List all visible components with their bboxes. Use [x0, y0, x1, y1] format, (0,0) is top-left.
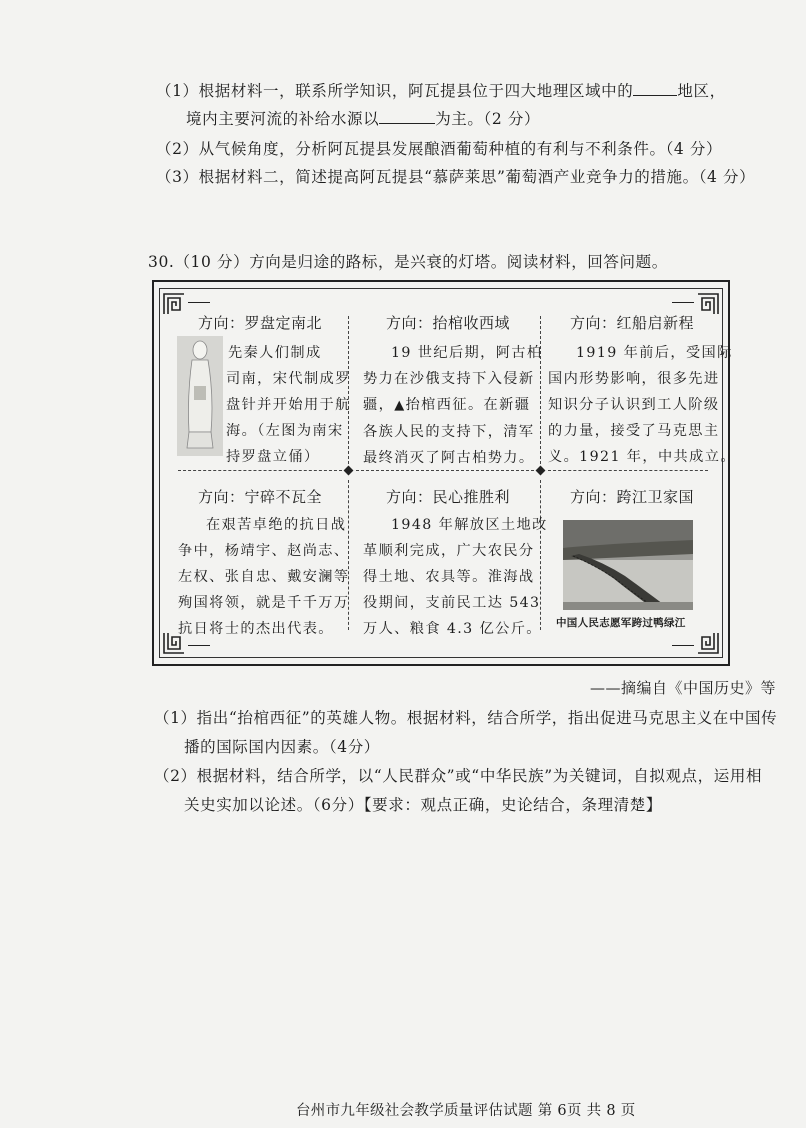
q2-text: （2）从气候角度，分析阿瓦提县发展酿酒葡萄种植的有利与不利条件。（4 分）: [156, 140, 723, 158]
cell-text-compass: 先秦人们制成: [228, 345, 322, 361]
row-divider: [178, 470, 342, 471]
ornament-bar: [188, 645, 210, 646]
figurine-photo: [177, 336, 223, 456]
q30-sub1-line2: 播的国际国内因素。（4分）: [184, 738, 380, 756]
material-source: ——摘编自《中国历史》等: [590, 679, 777, 697]
cell-title-people: 方向：民心推胜利: [386, 488, 511, 506]
column-divider: [348, 316, 349, 464]
cell-text-people: 1948 年解放区土地改 革顺利完成，广大农民分 得土地、农具等。淮海战 役期间，支前民工达 543 万人、粮食 4.3 亿公斤。: [363, 517, 548, 637]
yalu-photo-caption: 中国人民志愿军跨过鸭绿江: [556, 617, 686, 629]
q3-text: （3）根据材料二，简述提高阿瓦提县“慕萨莱思”葡萄酒产业竞争力的措施。（4 分）: [156, 168, 756, 186]
answer-blank-region[interactable]: [633, 80, 677, 96]
corner-ornament-icon: [696, 292, 720, 316]
ornament-bar: [188, 302, 210, 303]
cell-title-coffin: 方向：抬棺收西域: [386, 314, 511, 332]
ornament-bar: [672, 302, 694, 303]
column-divider: [540, 316, 541, 464]
cell-title-redboat: 方向：红船启新程: [570, 314, 695, 332]
q30-sub2-line2: 关史实加以论述。（6分）【要求：观点正确，史论结合，条理清楚】: [184, 796, 662, 814]
corner-ornament-icon: [162, 292, 186, 316]
ornament-bar: [672, 645, 694, 646]
cell-text-redboat: 1919 年前后，受国际 国内形势影响，很多先进 知识分子认识到工人阶级 的力量，接受了马克思主 义。1921 年，中共成立。: [548, 345, 736, 465]
cell-title-resistance: 方向：宁碎不瓦全: [198, 488, 323, 506]
q1-line1: （1）根据材料一，联系所学知识，阿瓦提县位于四大地理区域中的 地区，: [156, 82, 726, 100]
q30-sub1-line1: （1）指出“抬棺西征”的英雄人物。根据材料，结合所学，指出促进马克思主义在中国传: [154, 709, 778, 727]
row-divider: [548, 470, 708, 471]
cell-title-compass: 方向：罗盘定南北: [198, 314, 323, 332]
cell-title-yalu: 方向：跨江卫家国: [570, 488, 695, 506]
q30-sub2-line1: （2）根据材料，结合所学，以“人民群众”或“中华民族”为关键词，自拟观点，运用相: [154, 767, 763, 785]
cell-text-resistance: 在艰苦卓绝的抗日战 争中，杨靖宇、赵尚志、 左权、张自忠、戴安澜等 殉国将领，就是千千万万 抗日将士的杰出代表。: [178, 517, 350, 637]
corner-ornament-icon: [696, 631, 720, 655]
cell-text-coffin: 19 世纪后期，阿古柏 势力在沙俄支持下入侵新 疆，▲抬棺西征。在新疆 各族人民的支持下，清军 最终消灭了阿古柏势力。: [363, 345, 543, 466]
column-divider: [540, 480, 541, 630]
cell-text-compass-rest: 司南，宋代制成罗 盘针并开始用于航 海。（左图为南宋 持罗盘立俑）: [226, 371, 351, 465]
blank-marker-icon[interactable]: ▲: [394, 398, 406, 413]
page-footer: 台州市九年级社会教学质量评估试题 第 6页 共 8 页: [296, 1103, 636, 1119]
answer-blank-water[interactable]: [379, 108, 435, 124]
yalu-river-photo: [563, 520, 693, 610]
q1-line2: 境内主要河流的补给水源以 为主。（2 分）: [186, 110, 541, 128]
q30-stem: 30.（10 分）方向是归途的路标，是兴衰的灯塔。阅读材料，回答问题。: [148, 253, 668, 271]
